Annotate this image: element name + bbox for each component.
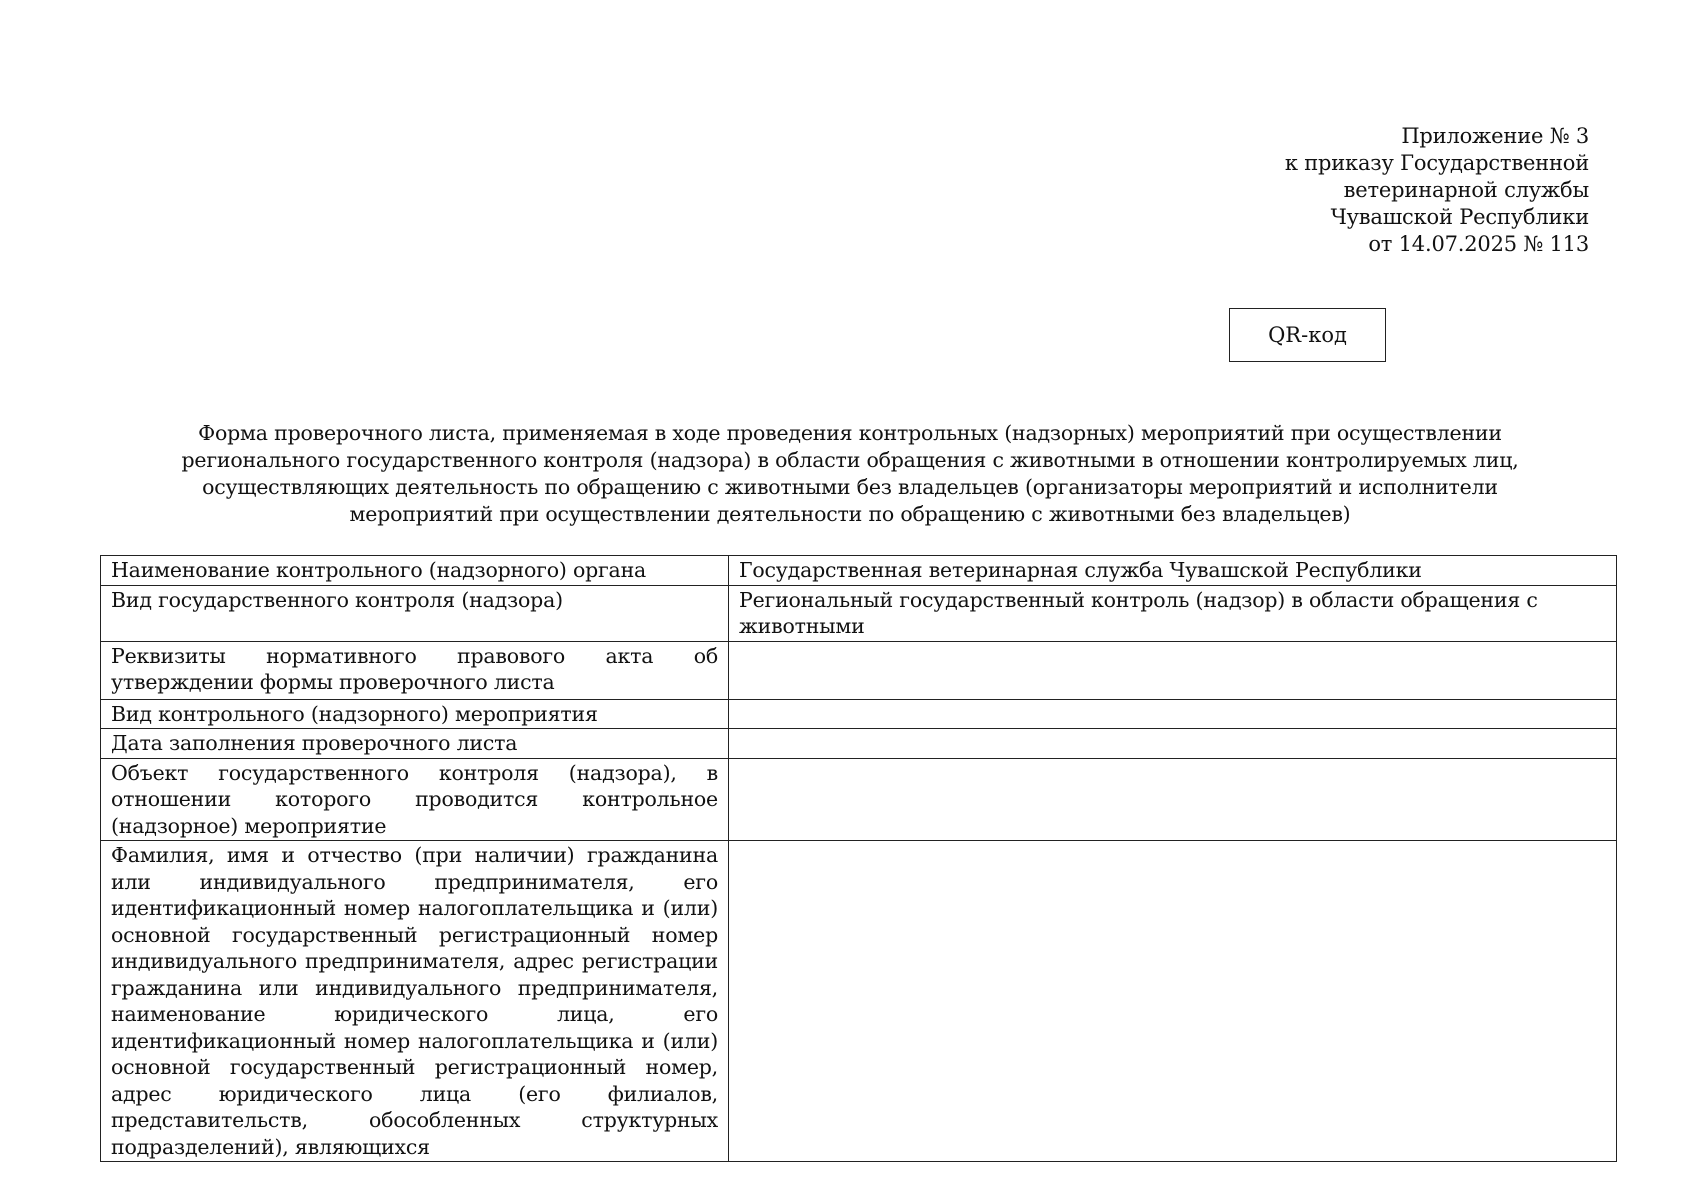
row-value-controlled-person: [729, 841, 1617, 1162]
form-title: Форма проверочного листа, применяемая в ходе проведения контрольных (надзорных) мероприятий при осуществлении регионального государственного контроля (надзора) в области обращения с животными в отношении контролируемых лиц, осуществляющих деятельность по обращению с животными без владельцев (организаторы мероприятий и исполнители мероприятий при осуществлении деятельности по обращению с животными без владельцев): [181, 421, 1519, 526]
checklist-table: [100, 555, 1617, 1162]
table-row: [101, 758, 1617, 841]
appendix-date-number: от 14.07.2025 № 113: [1368, 232, 1589, 256]
table-row: [101, 641, 1617, 699]
appendix-number: Приложение № 3: [1401, 124, 1589, 148]
qr-code-placeholder: [1229, 308, 1386, 362]
row-value-legal-act: [729, 641, 1617, 699]
qr-code-label: QR-код: [1268, 323, 1347, 347]
appendix-header: [1285, 123, 1589, 258]
row-label-legal-act: Реквизиты нормативного правового акта об утверждении формы проверочного листа: [101, 641, 729, 699]
appendix-service: ветеринарной службы: [1343, 178, 1589, 202]
table-row: [101, 699, 1617, 729]
row-label-event-type: Вид контрольного (надзорного) мероприятия: [101, 699, 729, 729]
row-label-fill-date: Дата заполнения проверочного листа: [101, 729, 729, 759]
appendix-order-ref: к приказу Государственной: [1284, 151, 1589, 175]
table-row: [101, 729, 1617, 759]
row-value-control-type: Региональный государственный контроль (надзор) в области обращения с животными: [729, 585, 1617, 641]
table-row: [101, 841, 1617, 1162]
row-label-controlled-person: Фамилия, имя и отчество (при наличии) гражданина или индивидуального предпринимателя, его идентификационный номер налогоплательщика и (или) основной государственный регистрационный номер индивидуального предпринимателя, адрес регистрации гражданина или индивидуального предпринимателя, наименование юридического лица, его идентификационный номер налогоплательщика и (или) основной государственный регистрационный номер, адрес юридического лица (его филиалов, представительств, обособленных структурных подразделений), являющихся: [101, 841, 729, 1162]
table-row: [101, 585, 1617, 641]
row-value-control-body: Государственная ветеринарная служба Чувашской Республики: [729, 556, 1617, 586]
table-row: [101, 556, 1617, 586]
row-value-event-type: [729, 699, 1617, 729]
row-label-control-body: Наименование контрольного (надзорного) органа: [101, 556, 729, 586]
row-value-control-object: [729, 758, 1617, 841]
row-value-fill-date: [729, 729, 1617, 759]
row-label-control-object: Объект государственного контроля (надзора), в отношении которого проводится контрольное (надзорное) мероприятие: [101, 758, 729, 841]
row-label-control-type: Вид государственного контроля (надзора): [101, 585, 729, 641]
appendix-republic: Чувашской Республики: [1330, 205, 1589, 229]
